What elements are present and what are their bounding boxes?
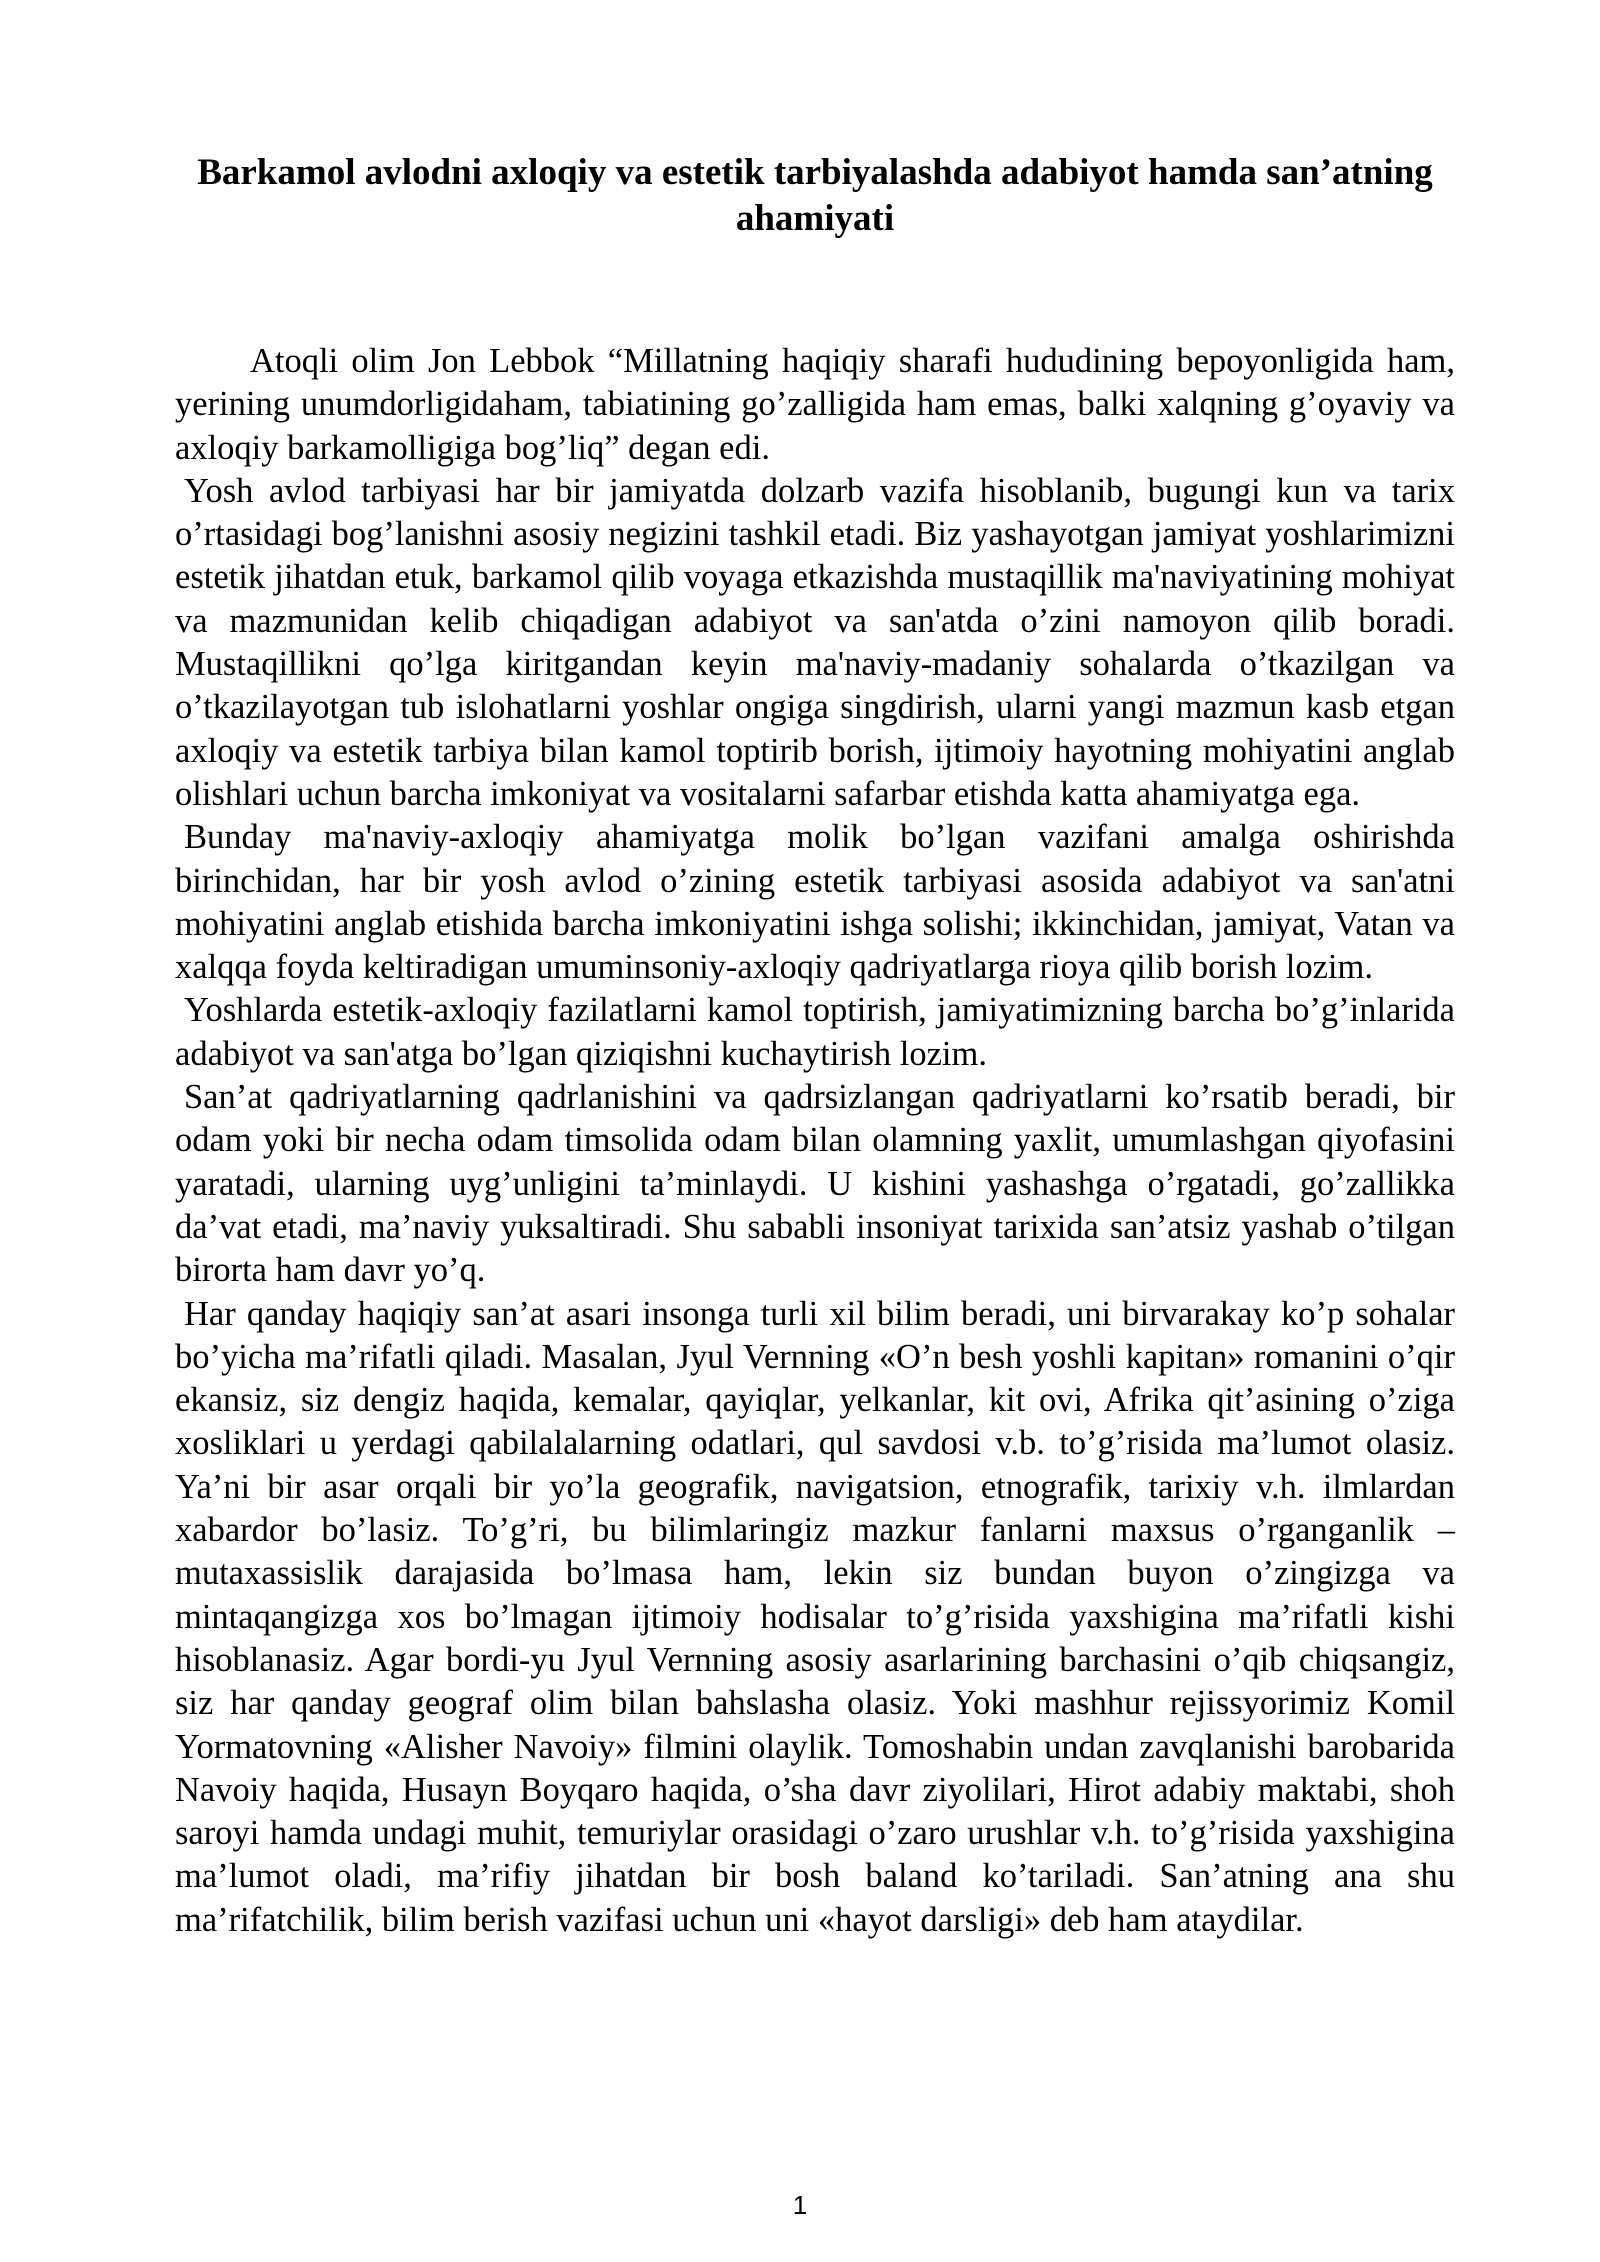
document-title: Barkamol avlodni axloqiy va estetik tarbiyalashda adabiyot hamda san’atning ahamiyati xyxy=(197,152,1433,239)
document-page xyxy=(175,150,1455,1942)
paragraph-4: Yoshlarda estetik-axloqiy fazilatlarni kamol toptirish, jamiyatimizning barcha bo’g’inlarida adabiyot va san'atga bo’lgan qiziqishni kuchaytirish lozim. xyxy=(175,991,1455,1073)
paragraph-6: Har qanday haqiqiy san’at asari insonga turli xil bilim beradi, uni birvarakay ko’p sohalar bo’yicha ma’rifatli qiladi. Masalan, Jyul Vernning «O’n besh yoshli kapitan» romanini o’qir ekansiz, siz dengiz haqida, kemalar, qayiqlar, yelkanlar, kit ovi, Afrika qit’asining o’ziga xosliklari u yerdagi qabilalalarning odatlari, qul savdosi v.b. to’g’risida ma’lumot olasiz. Ya’ni bir asar orqali bir yo’la geografik, navigatsion, etnografik, tarixiy v.h. ilmlardan xabardor bo’lasiz. To’g’ri, bu bilimlaringiz mazkur fanlarni maxsus o’rganganlik – mutaxassislik darajasida bo’lmasa ham, lekin siz bundan buyon o’zingizga va mintaqangizga xos bo’lmagan ijtimoiy hodisalar to’g’risida yaxshigina ma’rifatli kishi hisoblanasiz. Agar bordi-yu Jyul Vernning asosiy asarlarining barchasini o’qib chiqsangiz, siz har qanday geograf olim bilan bahslasha olasiz. Yoki mashhur rejissyorimiz Komil Yormatovning «Alisher Navoiy» filmini olaylik. Tomoshabin undan zavqlanishi barobarida Navoiy haqida, Husayn Boyqaro haqida, o’sha davr ziyolilari, Hirot adabiy maktabi, shoh saroyi hamda undagi muhit, temuriylar orasidagi o’zaro urushlar v.h. to’g’risida yaxshigina ma’lumot oladi, ma’rifiy jihatdan bir bosh baland ko’tariladi. San’atning ana shu ma’rifatchilik, bilim berish vazifasi uchun uni «hayot darsligi» deb ham ataydilar. xyxy=(175,1294,1455,1939)
paragraph-1: Atoqli olim Jon Lebbok “Millatning haqiqiy sharafi hududining bepoyonligida ham, yerining unumdorligidaham, tabiatining go’zalligida ham emas, balki xalqning g’oyaviy va axloqiy barkamolligiga bog’liq” degan edi. xyxy=(175,342,1455,467)
document-body xyxy=(175,340,1455,1942)
paragraph-5: San’at qadriyatlarning qadrlanishini va qadrsizlangan qadriyatlarni ko’rsatib beradi, bir odam yoki bir necha odam timsolida odam bilan olamning yaxlit, umumlashgan qiyofasini yaratadi, ularning uyg’unligini ta’minlaydi. U kishini yashashga o’rgatadi, go’zallikka da’vat etadi, ma’naviy yuksaltiradi. Shu sababli insoniyat tarixida san’atsiz yashab o’tilgan birorta ham davr yo’q. xyxy=(175,1078,1455,1290)
page-number: 1 xyxy=(792,2190,808,2220)
paragraph-2: Yosh avlod tarbiyasi har bir jamiyatda dolzarb vazifa hisoblanib, bugungi kun va tarix o’rtasidagi bog’lanishni asosiy negizini tashkil etadi. Biz yashayotgan jamiyat yoshlarimizni estetik jihatdan etuk, barkamol qilib voyaga etkazishda mustaqillik ma'naviyatining mohiyat va mazmunidan kelib chiqadigan adabiyot va san'atda o’zini namoyon qilib boradi. Mustaqillikni qo’lga kiritgandan keyin ma'naviy-madaniy sohalarda o’tkazilgan va o’tkazilayotgan tub islohatlarni yoshlar ongiga singdirish, ularni yangi mazmun kasb etgan axloqiy va estetik tarbiya bilan kamol toptirib borish, ijtimoiy hayotning mohiyatini anglab olishlari uchun barcha imkoniyat va vositalarni safarbar etishda katta ahamiyatga ega. xyxy=(175,471,1455,813)
paragraph-3: Bunday ma'naviy-axloqiy ahamiyatga molik bo’lgan vazifani amalga oshirishda birinchidan, har bir yosh avlod o’zining estetik tarbiyasi asosida adabiyot va san'atni mohiyatini anglab etishida barcha imkoniyatini ishga solishi; ikkinchidan, jamiyat, Vatan va xalqqa foyda keltiradigan umuminsoniy-axloqiy qadriyatlarga rioya qilib borish lozim. xyxy=(175,818,1455,987)
